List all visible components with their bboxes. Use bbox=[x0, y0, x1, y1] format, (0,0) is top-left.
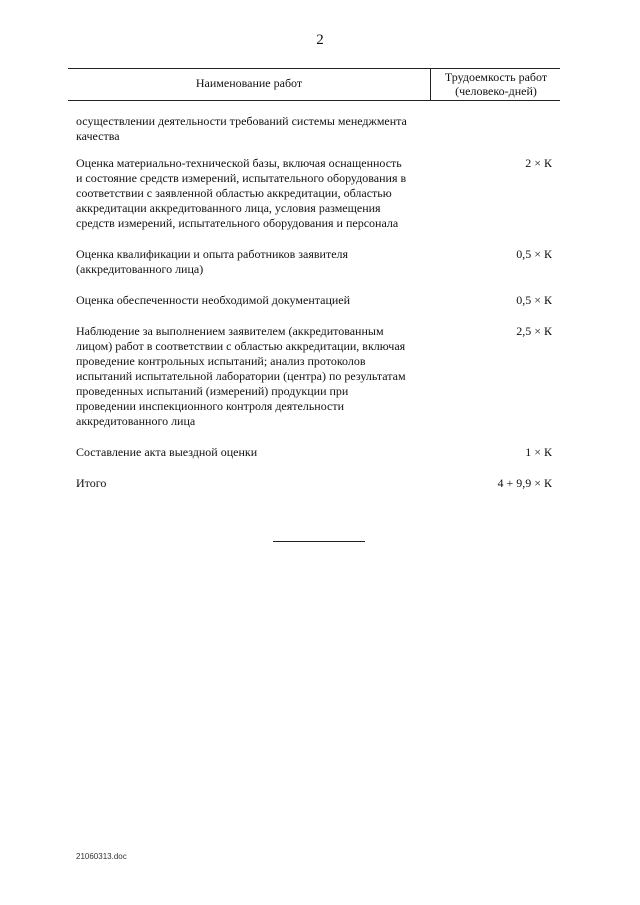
table-row bbox=[76, 476, 560, 491]
page-number: 2 bbox=[316, 32, 324, 48]
work-name-line: Оценка материально-технической базы, включая оснащенность bbox=[76, 156, 402, 170]
header-labor-line2: (человеко-дней) bbox=[455, 84, 537, 98]
work-name-line: качества bbox=[76, 129, 120, 143]
work-name-cell bbox=[76, 293, 430, 308]
work-name-line: Наблюдение за выполнением заявителем (аккредитованным bbox=[76, 324, 384, 338]
row-spacer bbox=[76, 144, 560, 156]
work-name-line: соответствии с заявленной областью аккредитации, областью bbox=[76, 186, 392, 200]
work-name-line: Итого bbox=[76, 476, 107, 490]
work-name-line: Оценка квалификации и опыта работников заявителя bbox=[76, 247, 349, 261]
work-name-line: лицом) работ в соответствии с областью аккредитации, включая bbox=[76, 339, 406, 353]
table-row bbox=[76, 247, 560, 277]
header-bottom-rule bbox=[68, 100, 560, 101]
work-name-cell bbox=[76, 114, 430, 144]
labor-value: 0,5 × К bbox=[516, 247, 552, 261]
work-name-line: Составление акта выездной оценки bbox=[76, 445, 258, 459]
table-row bbox=[76, 324, 560, 429]
row-spacer bbox=[76, 429, 560, 445]
work-name-cell bbox=[76, 476, 430, 491]
work-name-cell bbox=[76, 156, 430, 231]
table-top-rule bbox=[68, 68, 560, 69]
row-spacer bbox=[76, 277, 560, 293]
header-labor-line1: Трудоемкость работ bbox=[444, 70, 548, 84]
header-column-divider bbox=[430, 68, 431, 101]
file-name-footer: 21060313.doc bbox=[76, 852, 127, 861]
labor-value: 2,5 × К bbox=[516, 324, 552, 338]
labor-value: 1 × К bbox=[525, 445, 552, 459]
labor-cell bbox=[430, 114, 560, 144]
work-name-line: (аккредитованного лица) bbox=[76, 262, 204, 276]
end-of-document-line bbox=[273, 541, 365, 542]
row-spacer bbox=[76, 460, 560, 476]
work-name-line: и состояние средств измерений, испытательного оборудования в bbox=[76, 171, 407, 185]
labor-cell bbox=[430, 293, 560, 308]
labor-value: 2 × К bbox=[525, 156, 552, 170]
table-row bbox=[76, 156, 560, 231]
labor-value: 4 + 9,9 × К bbox=[497, 476, 552, 490]
work-name-line: проведенных испытаний (измерений) продукции при bbox=[76, 384, 349, 398]
work-name-line: испытаний испытательной лаборатории (центра) по результатам bbox=[76, 369, 406, 383]
labor-cell bbox=[430, 156, 560, 231]
labor-cell bbox=[430, 324, 560, 429]
work-name-line: осуществлении деятельности требований системы менеджмента bbox=[76, 114, 407, 128]
work-name-cell bbox=[76, 324, 430, 429]
work-name-line: проведении инспекционного контроля деятельности bbox=[76, 399, 345, 413]
table-row bbox=[76, 293, 560, 308]
table-body bbox=[76, 114, 560, 491]
labor-cell bbox=[430, 445, 560, 460]
header-name-column: Наименование работ bbox=[195, 76, 303, 90]
header-labor-column bbox=[432, 70, 560, 98]
work-name-line: средств измерений, испытательного оборудования и персонала bbox=[76, 216, 399, 230]
work-name-cell bbox=[76, 247, 430, 277]
table-row bbox=[76, 445, 560, 460]
labor-cell bbox=[430, 476, 560, 491]
work-name-cell bbox=[76, 445, 430, 460]
labor-value: 0,5 × К bbox=[516, 293, 552, 307]
work-name-line: Оценка обеспеченности необходимой документацией bbox=[76, 293, 351, 307]
labor-cell bbox=[430, 247, 560, 277]
row-spacer bbox=[76, 308, 560, 324]
work-name-line: аккредитованного лица bbox=[76, 414, 196, 428]
work-name-line: аккредитации аккредитованного лица, условия размещения bbox=[76, 201, 381, 215]
row-spacer bbox=[76, 231, 560, 247]
table-row bbox=[76, 114, 560, 144]
work-name-line: проведение контрольных испытаний; анализ протоколов bbox=[76, 354, 366, 368]
